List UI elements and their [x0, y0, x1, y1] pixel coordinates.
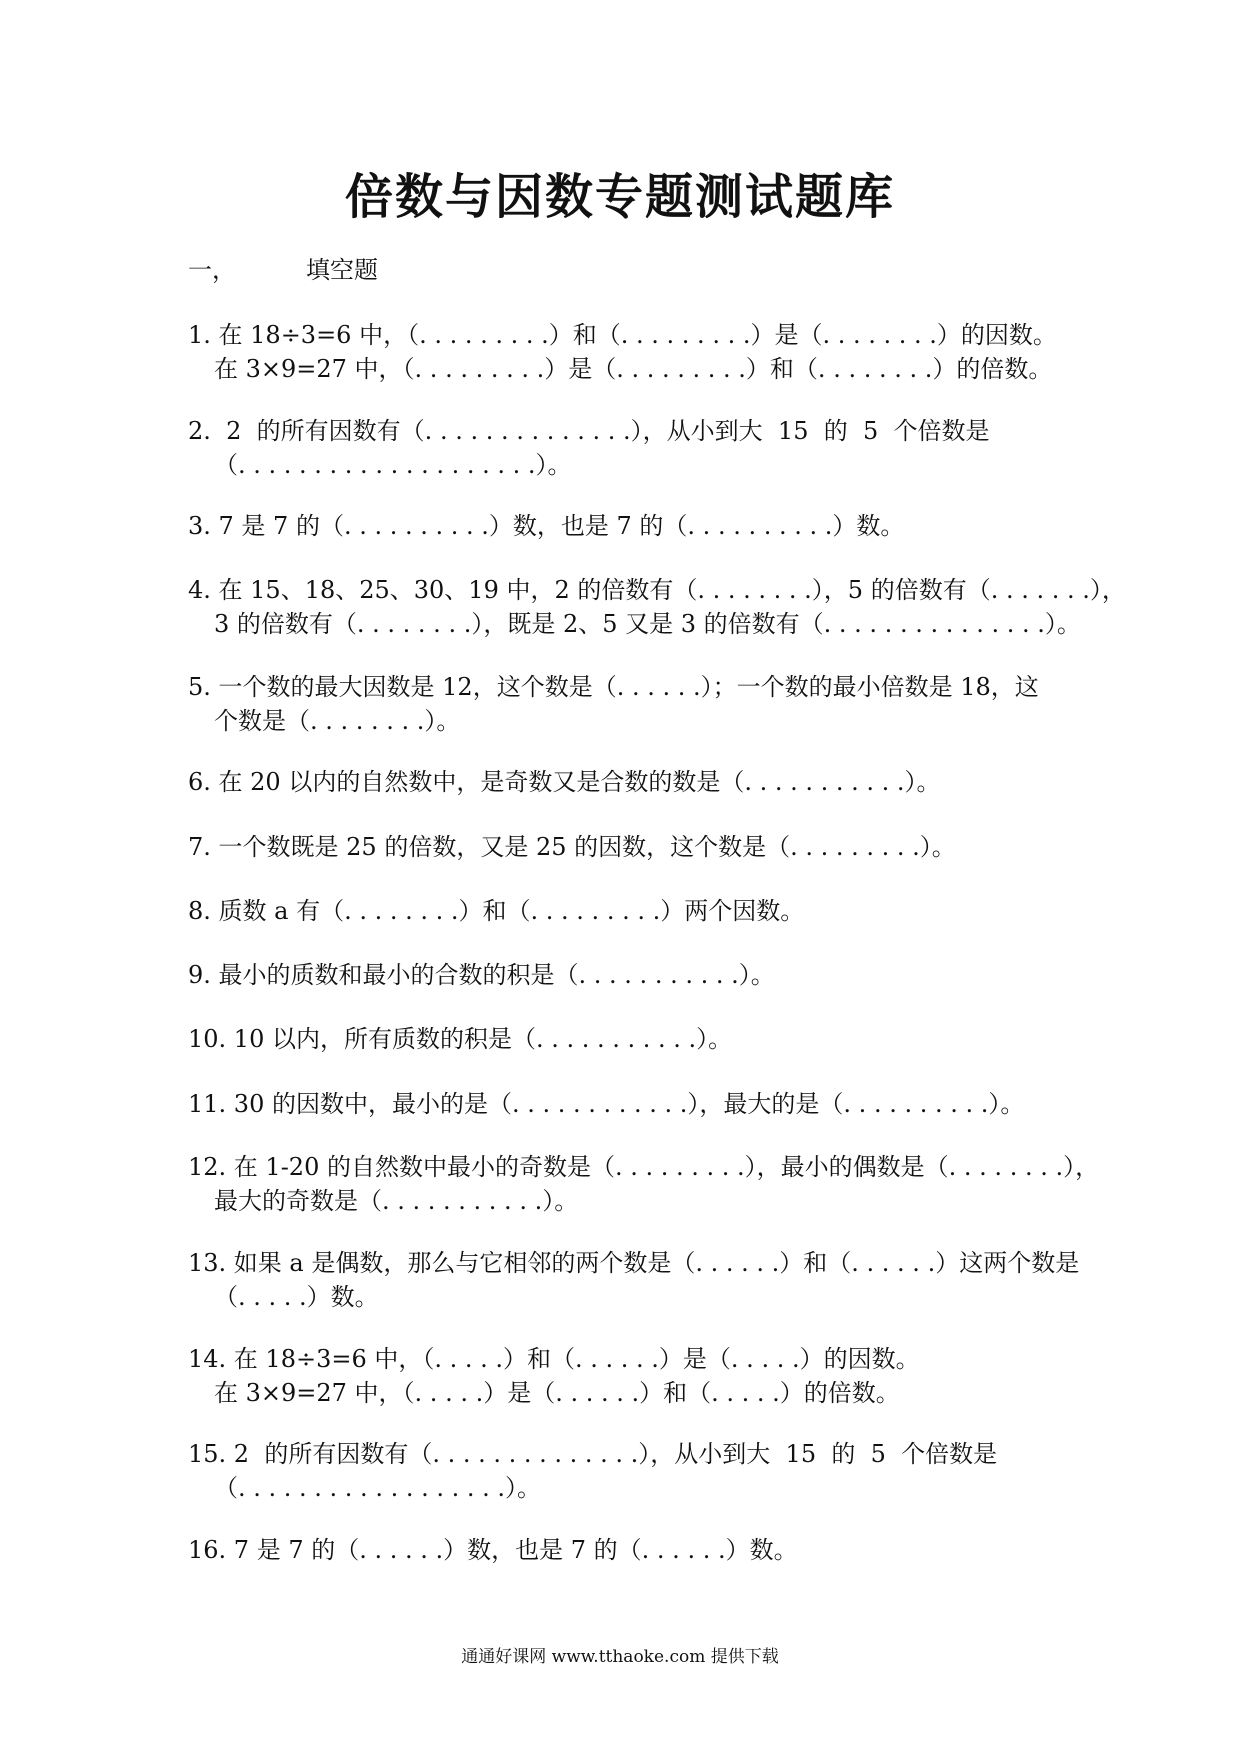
question-10 [188, 1022, 732, 1056]
question-line-2: 在 3×9=27 中，（. . . . . . . . .）是（. . . . . . . . .）和（. . . . . . . .）的倍数。 [214, 355, 1053, 383]
question-line-1: 5. 一个数的最大因数是 12，这个数是（. . . . . .）；一个数的最小倍数是 18，这 [188, 673, 1039, 701]
page-title: 倍数与因数专题测试题库 [344, 169, 895, 225]
question-line-2: 3 的倍数有（. . . . . . . .），既是 2、5 又是 3 的倍数有（. . . . . . . . . . . . . . .）。 [214, 610, 1081, 638]
question-line-1: 7. 一个数既是 25 的倍数，又是 25 的因数，这个数是（. . . . . . . . .）。 [188, 833, 956, 861]
question-12 [188, 1150, 1099, 1218]
section-number: 一， [188, 256, 236, 284]
section-label: 填空题 [306, 256, 378, 284]
question-line-1: 2. 2 的所有因数有（. . . . . . . . . . . . . .），从小到大 15 的 5 个倍数是 [188, 417, 990, 445]
question-line-1: 13. 如果 a 是偶数，那么与它相邻的两个数是（. . . . . .）和（. . . . . .）这两个数是 [188, 1249, 1080, 1277]
question-line-2: （. . . . . . . . . . . . . . . . . . . .）。 [214, 451, 572, 479]
question-line-2: 在 3×9=27 中，（. . . . .）是（. . . . . .）和（. . . . .）的倍数。 [214, 1379, 900, 1407]
question-line-1: 16. 7 是 7 的（. . . . . .）数，也是 7 的（. . . . . .）数。 [188, 1536, 798, 1564]
question-11 [188, 1087, 1024, 1121]
question-line-1: 3. 7 是 7 的（. . . . . . . . . .）数，也是 7 的（. . . . . . . . . .）数。 [188, 512, 905, 540]
question-line-1: 12. 在 1-20 的自然数中最小的奇数是（. . . . . . . . .），最小的偶数是（. . . . . . . .）， [188, 1153, 1100, 1181]
question-2 [188, 414, 990, 482]
question-16 [188, 1533, 798, 1567]
question-line-2: 个数是（. . . . . . . .）。 [214, 707, 461, 735]
question-13 [188, 1246, 1079, 1314]
question-14 [188, 1342, 920, 1410]
question-9 [188, 958, 775, 992]
question-line-1: 15. 2 的所有因数有（. . . . . . . . . . . . . .），从小到大 15 的 5 个倍数是 [188, 1440, 998, 1468]
question-4 [188, 573, 1126, 641]
question-5 [188, 670, 1039, 738]
question-line-1: 1. 在 18÷3=6 中，（. . . . . . . . .）和（. . . . . . . . .）是（. . . . . . . .）的因数。 [188, 321, 1057, 349]
question-line-1: 4. 在 15、18、25、30、19 中，2 的倍数有（. . . . . . . .），5 的倍数有（. . . . . . .）， [188, 576, 1126, 604]
question-line-1: 11. 30 的因数中，最小的是（. . . . . . . . . . . .），最大的是（. . . . . . . . . .）。 [188, 1090, 1025, 1118]
question-line-1: 10. 10 以内，所有质数的积是（. . . . . . . . . . .）。 [188, 1025, 733, 1053]
question-line-1: 14. 在 18÷3=6 中，（. . . . .）和（. . . . . .）是（. . . . .）的因数。 [188, 1345, 920, 1373]
question-8 [188, 894, 804, 928]
question-line-2: 最大的奇数是（. . . . . . . . . . .）。 [214, 1187, 579, 1215]
question-6 [188, 765, 941, 799]
question-line-2: （. . . . . . . . . . . . . . . . . .）。 [214, 1474, 542, 1502]
question-3 [188, 509, 904, 543]
question-7 [188, 830, 956, 864]
footer-download-note: 通通好课网 www.tthaoke.com 提供下载 [461, 1647, 779, 1667]
question-15 [188, 1437, 997, 1505]
question-line-1: 8. 质数 a 有（. . . . . . . .）和（. . . . . . . . .）两个因数。 [188, 897, 805, 925]
question-line-1: 6. 在 20 以内的自然数中，是奇数又是合数的数是（. . . . . . . . . . .）。 [188, 768, 941, 796]
question-line-2: （. . . . .）数。 [214, 1283, 379, 1311]
section-heading [188, 250, 378, 285]
question-line-1: 9. 最小的质数和最小的合数的积是（. . . . . . . . . . .）。 [188, 961, 775, 989]
question-1 [188, 318, 1057, 386]
